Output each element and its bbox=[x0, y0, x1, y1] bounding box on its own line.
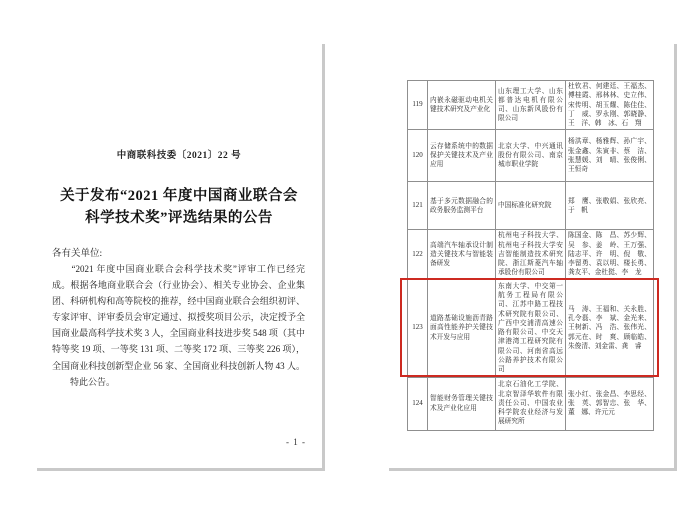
table-row bbox=[408, 182, 654, 230]
cell-no: 119 bbox=[408, 81, 428, 130]
cell-project: 基于多元数据融合的政务服务监测平台 bbox=[428, 182, 496, 230]
cell-orgs: 北京石油化工学院、北京智泽华软件有限责任公司、中国农业科学院农业经济与发展研究所 bbox=[496, 377, 566, 430]
document-number: 中商联科技委〔2021〕22 号 bbox=[116, 151, 242, 161]
document-title-line1: 关于发布“2021 年度中国商业联合会 bbox=[60, 188, 298, 204]
table-row bbox=[408, 377, 654, 430]
table-row bbox=[408, 81, 654, 130]
paragraph-line: 全国商业科技创新型企业 56 家、全国商业科技创新人物 43 人。 bbox=[52, 360, 305, 371]
paragraph-line: 团、科研机构和高等院校的推荐，经中国商业联合会组织初评、 bbox=[52, 296, 305, 307]
cell-project: 内嵌永磁驱动电机关键技术研究及产业化 bbox=[428, 81, 496, 130]
cell-no: 120 bbox=[408, 130, 428, 182]
awards-table-page bbox=[388, 43, 674, 468]
cell-project: 智能财务管理关键技术及产业化应用 bbox=[428, 377, 496, 430]
cell-no: 122 bbox=[408, 230, 428, 279]
awards-table-body bbox=[408, 81, 654, 431]
cell-no: 123 bbox=[408, 279, 428, 377]
cell-people: 杜钦君、何建廷、王福杰、傅桂霞、邢林林、史立伟、宋传明、胡玉耀、陈佳佳、丁 威、罗永刚、郭晓静、王 洋、韩 冰、石 翔 bbox=[566, 81, 654, 130]
body-paragraph bbox=[52, 261, 305, 390]
cell-project: 云存储系统中的数据保护关键技术及产业应用 bbox=[428, 130, 496, 182]
notice-page bbox=[36, 43, 322, 468]
paragraph-line: 成。根据各地商业联合会（行业协会）、相关专业协会、企业集 bbox=[52, 280, 305, 291]
paragraph-line: “2021 年度中国商业联合会科学技术奖”评审工作已经完 bbox=[52, 264, 305, 274]
cell-people: 张小红、张金昌、李思经、张 英、郭智忠、张 华、董 娜、许元元 bbox=[566, 377, 654, 430]
cell-no: 124 bbox=[408, 377, 428, 430]
cell-orgs: 东南大学、中交第一航务工程局有限公司、江苏中路工程技术研究院有限公司、广西中交浦清高速公路有限公司、中交天津港湾工程研究院有限公司、河南省高远公路养护技术有限公司 bbox=[496, 279, 566, 377]
cell-people: 杨洪章、杨雅辉、孙广宇、张金鑫、朱寅非、蔡 洁、张慧媛、刘 晴、张俊俐、王恒奇 bbox=[566, 130, 654, 182]
document-title-line2: 科学技术奖”评选结果的公告 bbox=[85, 209, 273, 226]
paragraph-line: 专家评审、评审委员会审定通过、拟授奖项目公示，决定授予全 bbox=[52, 312, 305, 323]
awards-table bbox=[407, 80, 654, 431]
cell-orgs: 杭州电子科技大学、杭州电子科技大学安吉智能制造技术研究院、浙江斯菱汽车轴承股份有限公司 bbox=[496, 230, 566, 279]
cell-people: 马 涛、王福和、关永胜、孔令磊、李 斌、金光来、王树新、冯 浩、张伟光、郭元在、时 爽、顾临皓、朱俊清、刘金雷、龚 睿 bbox=[566, 279, 654, 377]
table-row bbox=[408, 130, 654, 182]
table-row bbox=[408, 279, 654, 377]
cell-orgs: 中国标准化研究院 bbox=[496, 182, 566, 230]
page-number: - 1 - bbox=[286, 437, 306, 447]
cell-orgs: 山东理工大学、山东都普达电机有限公司、山东新风股份有限公司 bbox=[496, 81, 566, 130]
document-title bbox=[36, 186, 322, 229]
cell-people: 陈国金、陈 昌、苏少辉、吴 参、姜 岭、王万强、陆志平、许 明、倪 敬、李留勇、袁以明、楼长勇、龚友平、金杜挺、李 龙 bbox=[566, 230, 654, 279]
cell-people: 郑 鹰、张敬娟、张欣亮、于 帆 bbox=[566, 182, 654, 230]
salutation: 各有关单位: bbox=[52, 249, 103, 259]
cell-project: 道路基础设施沥青路面高性能养护关键技术开发与应用 bbox=[428, 279, 496, 377]
table-row bbox=[408, 230, 654, 279]
cell-no: 121 bbox=[408, 182, 428, 230]
paragraph-line: 国商业最高科学技术奖 3 人，全国商业科技进步奖 548 项（其中 bbox=[52, 328, 305, 339]
cell-project: 高端汽车轴承设计制造关键技术与智能装备研发 bbox=[428, 230, 496, 279]
paragraph-line: 特等奖 19 项、一等奖 131 项、二等奖 172 项、三等奖 226 项）， bbox=[52, 344, 305, 355]
paragraph-line: 特此公告。 bbox=[52, 376, 116, 387]
cell-orgs: 北京大学、中兴通讯股份有限公司、南京城市职业学院 bbox=[496, 130, 566, 182]
